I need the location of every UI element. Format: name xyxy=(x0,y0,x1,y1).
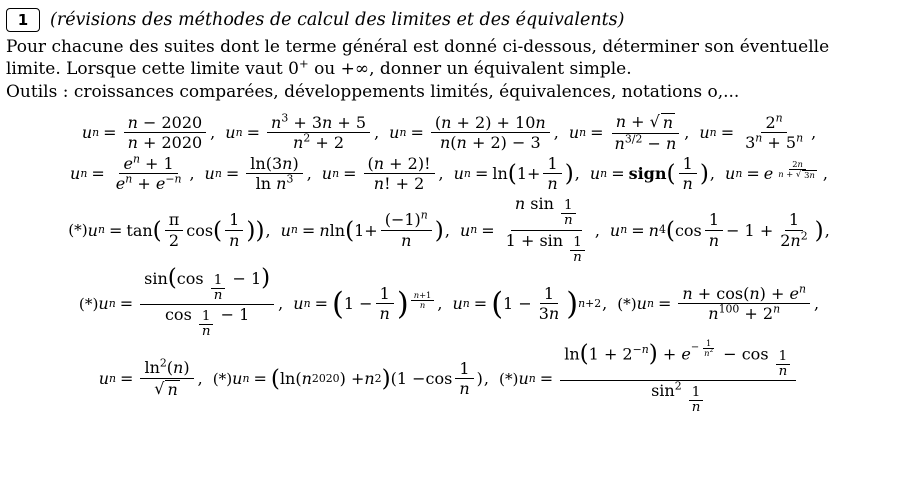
expression-2-5: u n = sign ( $\frac{1}{n}$ ) , xyxy=(589,153,715,194)
expression-1-2: u n = $\frac{n^3 + 3n + 5}{n^2 + 2}$ , xyxy=(225,111,380,153)
expression-2-3: u n = $\frac{(n + 2)!}{n! + 2}$ , xyxy=(321,153,444,194)
expression-1-3: u n = $\frac{(n + 2) + 10n}{n(n + 2) - 3}$ , xyxy=(389,112,559,153)
statement-line-1: Pour chacune des suites dont le terme général est donné ci-dessous, déterminer son éventuelle xyxy=(6,37,830,57)
math-expressions xyxy=(0,113,898,415)
expression-2-1: u n = $\frac{e^n + 1}{e^n + e^{-n}}$ , xyxy=(70,152,195,194)
expression-3-4: u n = n 4 ( cos $\frac{1}{n}$ − 1 + $\frac{1}{2n^2}$ ) , xyxy=(609,210,830,250)
math-row-3 xyxy=(0,195,898,264)
expression-2-2: u n = $\frac{\ln(3n)}{\ln n^3}$ , xyxy=(204,153,312,194)
expression-5-3: (*) u n = $\ln(1 + 2^{-n}) + e-$ $\frac{1}{n^2}$ − cos $\frac{1}{n}$ $\sin^2$ $\frac{1}{n}$ xyxy=(494,342,804,415)
expression-5-1: u n = $\ln^2(n)$ √ n , xyxy=(98,357,203,399)
math-row-2 xyxy=(0,152,898,194)
expression-4-3: u n = ( 1 − $\frac{1}{3n}$ ) n+2 , xyxy=(452,283,608,324)
expression-4-4: (*) u n = $\frac{n + \cos(n) + e^n}{n^{100} + 2^n}$ , xyxy=(617,282,820,324)
exercise-title: (révisions des méthodes de calcul des limites et des équivalents) xyxy=(50,10,625,30)
expression-1-5: u n = $\frac{2^n}{3^n + 5^n}$ , xyxy=(699,111,817,153)
statement-line-3: Outils : croissances comparées, développements limités, équivalences, notations o,... xyxy=(6,81,740,102)
expression-3-3: u n = n sin $\frac{1}{n}$ 1 + sin $\frac{1}{n}$ , xyxy=(459,194,600,265)
exercise-header xyxy=(0,0,898,32)
expression-3-2: u n = n ln ( 1+ $\frac{(-1)^n}{n}$ ) , xyxy=(280,209,450,250)
expression-3-1: (*) u n = tan ( $\frac{\pi}{2}$ cos ( $\frac{1}{n}$ ) ) , xyxy=(68,210,271,250)
math-row-4 xyxy=(0,263,898,340)
expression-4-1: (*) u n = sin(cos $\frac{1}{n}$ − 1) cos $\frac{1}{n}$ − 1 , xyxy=(78,263,284,340)
exercise-statement xyxy=(0,32,898,103)
expression-1-1: u n = $\frac{n - 2020}{n + 2020}$ , xyxy=(81,112,216,153)
statement-line-2-sup: + xyxy=(298,56,309,71)
statement-line-2 xyxy=(6,58,890,80)
exercise-number-badge: 1 xyxy=(6,8,40,32)
expression-4-2: u n = ( 1 − $\frac{1}{n}$ ) $\frac{n+1}{n}$ , xyxy=(293,283,443,324)
expression-1-4: u n = n + √ n $n^{3/2} - n$ , xyxy=(568,112,690,153)
expression-2-6: u n = e 2n n + √ 3n , xyxy=(725,159,828,184)
math-row-5 xyxy=(0,337,898,416)
math-row-1 xyxy=(0,113,898,152)
expression-2-4: u n = ln ( 1+ $\frac{1}{n}$ ) , xyxy=(453,153,580,194)
statement-line-2-mid: ou +∞, donner un équivalent simple. xyxy=(308,59,632,80)
statement-line-2-pre: limite. Lorsque cette limite vaut 0 xyxy=(6,59,299,80)
expression-5-2: (*) u n = ( ln ( n 2020 ) + n 2 ) (1 − cos $\frac{1}{n}$ ) , xyxy=(212,358,490,399)
